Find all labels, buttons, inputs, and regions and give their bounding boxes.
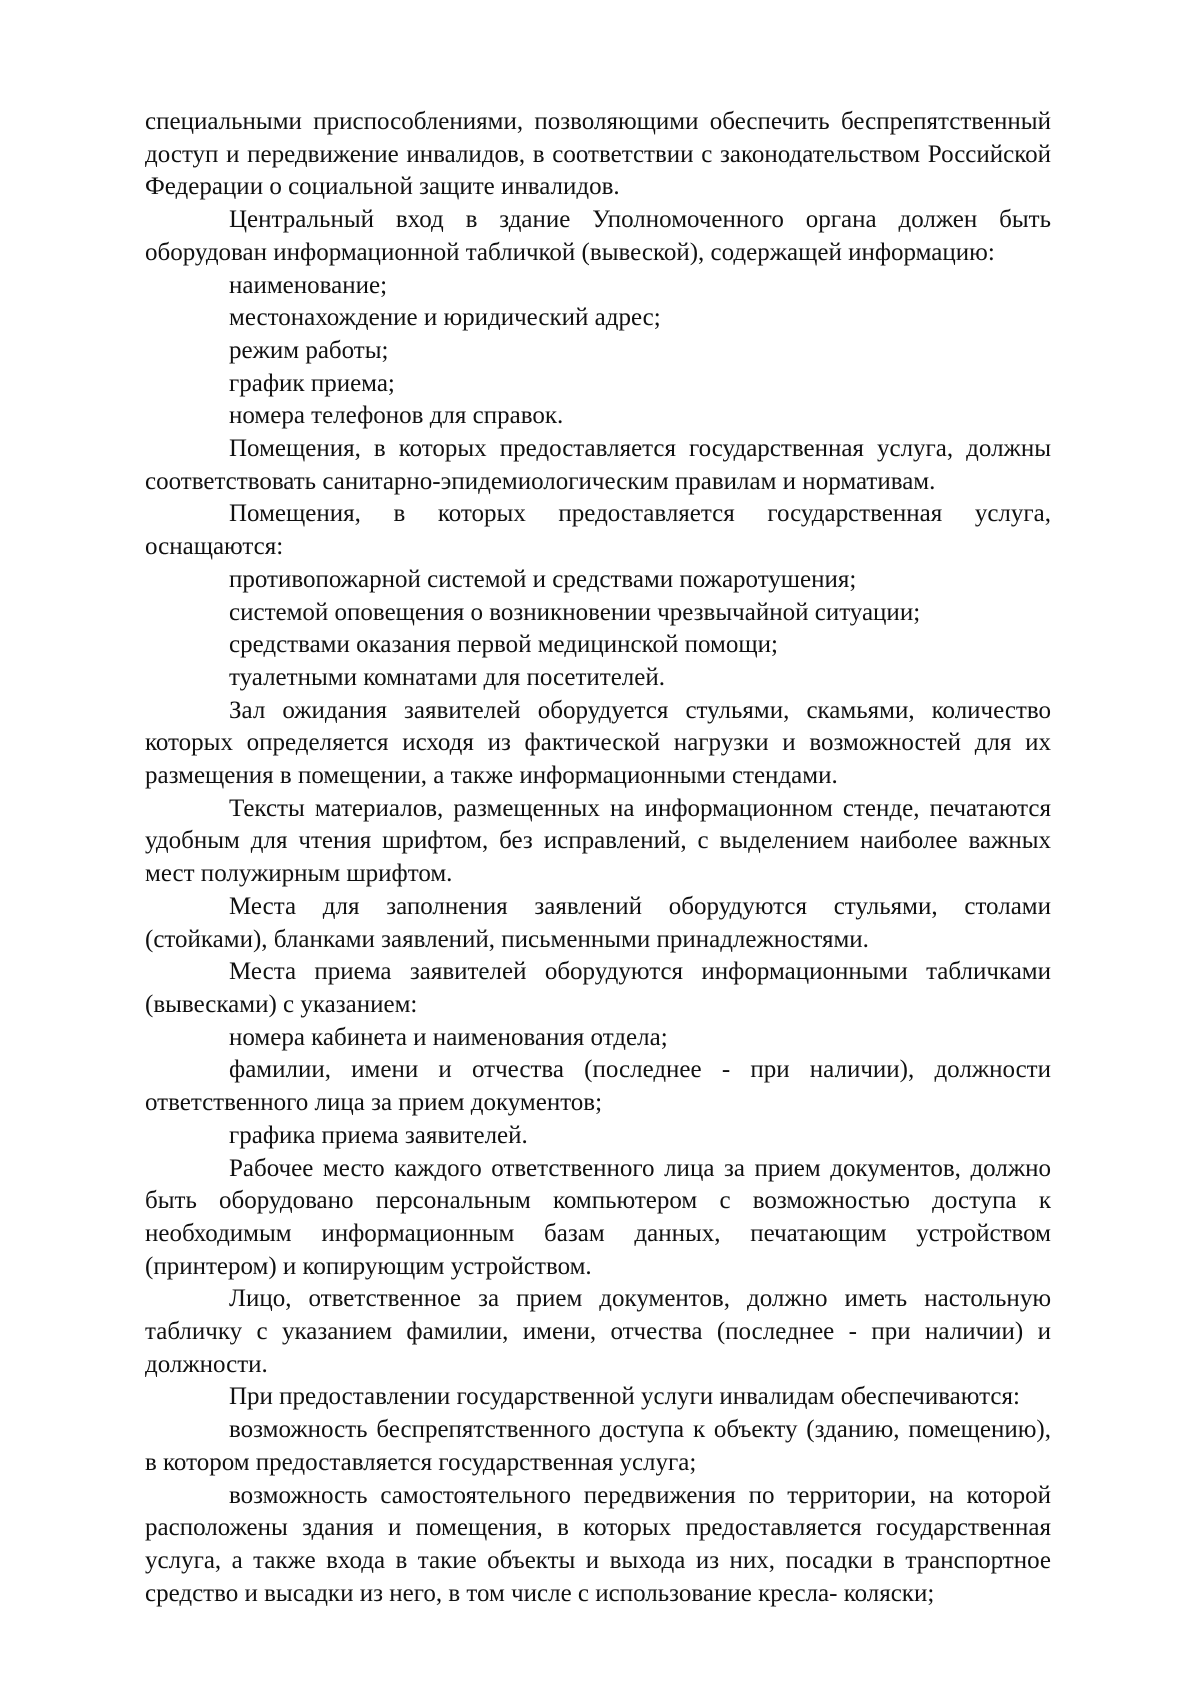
list-item-reception-schedule-2: графика приема заявителей. [229,1121,528,1149]
paragraph-waiting-hall: Зал ожидания заявителей оборудуется стульями, скамьями, количество которых определяется исходя из фактической нагрузки и возможностей для их размещения в помещении, а также информационными стендами. [145,696,1051,790]
paragraph-reception-places: Места приема заявителей оборудуются информационными табличками (вывесками) с указанием: [145,958,1051,1018]
paragraph-workplace: Рабочее место каждого ответственного лица за прием документов, должно быть оборудовано персональным компьютером с возможностью доступа к необходимым информационным базам данных, печатающим устройством (принтером) и копирующим устройством. [145,1154,1051,1280]
list-item-reception-schedule: график приема; [229,369,395,397]
paragraph-desk-sign: Лицо, ответственное за прием документов, должно иметь настольную табличку с указанием фамилии, имени, отчества (последнее - при наличии) и должности. [145,1285,1051,1378]
paragraph-accessibility-devices: специальными приспособлениями, позволяющими обеспечить беспрепятственный доступ и передвижение инвалидов, в соответствии с законодательством Российской Федерации о социальной защите инвалидов. [145,108,1051,201]
list-item-phone-numbers: номера телефонов для справок. [229,402,564,430]
list-item-independent-movement: возможность самостоятельного передвижения по территории, на которой расположены здания и помещения, в которых предоставляется государственная услуга, а также входа в такие объекты и выхода из них, посадки в транспортное средство и высадки из него, в том числе с использование кресла- коляски; [145,1481,1051,1607]
paragraph-premises-equipment: Помещения, в которых предоставляется государственная услуга, оснащаются: [145,500,1051,561]
list-item-restrooms: туалетными комнатами для посетителей. [229,663,665,691]
list-item-fire-system: противопожарной системой и средствами пожаротушения; [229,565,857,593]
list-item-office-number: номера кабинета и наименования отдела; [229,1023,668,1051]
paragraph-disabled-provision: При предоставлении государственной услуги инвалидам обеспечиваются: [229,1383,1020,1411]
list-item-first-aid: средствами оказания первой медицинской помощи; [229,631,778,659]
paragraph-sanitary-rules: Помещения, в которых предоставляется государственная услуга, должны соответствовать санитарно-эпидемиологическим правилам и нормативам. [145,435,1051,495]
list-item-name: наименование; [229,271,388,299]
paragraph-entrance-sign: Центральный вход в здание Уполномоченного органа должен быть оборудован информационной табличкой (вывеской), содержащей информацию: [145,206,1051,266]
list-item-responsible-person: фамилии, имени и отчества (последнее - при наличии), должности ответственного лица за прием документов; [145,1056,1051,1117]
paragraph-stand-texts: Тексты материалов, размещенных на информационном стенде, печатаются удобным для чтения шрифтом, без исправлений, с выделением наиболее важных мест полужирным шрифтом. [145,794,1051,888]
list-item-barrier-free-access: возможность беспрепятственного доступа к объекту (зданию, помещению), в котором предоставляется государственная услуга; [145,1416,1051,1476]
document-page [145,106,1051,1610]
list-item-emergency-alert: системой оповещения о возникновении чрезвычайной ситуации; [229,598,921,626]
list-item-address: местонахождение и юридический адрес; [229,304,661,332]
paragraph-filling-places: Места для заполнения заявлений оборудуются стульями, столами (стойками), бланками заявлений, письменными принадлежностями. [145,892,1051,953]
list-item-work-hours: режим работы; [229,336,389,364]
